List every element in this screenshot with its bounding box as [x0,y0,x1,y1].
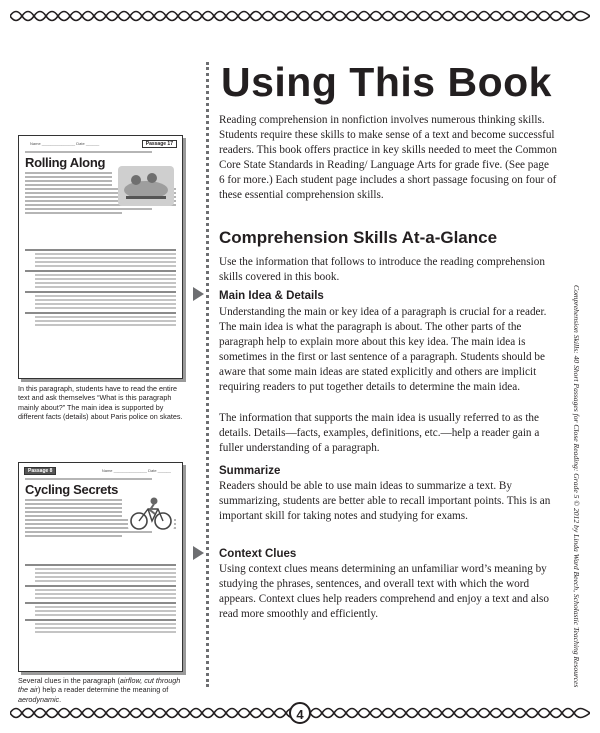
top-decorative-border [10,10,590,22]
copyright-side-credit: Comprehension Skills: 40 Short Passages for Close Reading: Grade 5 © 2012 by Linda Ward Beech, Scholastic Teaching Resources [572,285,581,688]
summarize-paragraph: Readers should be able to use main ideas to summarize a text. By summarizing, students are better able to recall important points. This is an important skill for taking notes and studying for exams. [219,480,551,522]
context-clues-paragraph: Using context clues means determining an unfamiliar word’s meaning by studying the phrases, sentences, and overall text with which the word appears. Context clues help readers comprehend and enjoy a text and also read more smoothly and efficiently. [219,563,549,620]
passage-label: Passage 8 [24,467,56,475]
sample-page-thumbnail-rolling-along: Name _______________ Date ______ Passage 17 Rolling Along [18,135,183,379]
intro-paragraph: Reading comprehension in nonfiction involves numerous thinking skills. Students require these skills to make sense of a text and become successful readers. This book offers practice in key skills needed to meet the Common Core State Standards in Reading/ Language Arts for grade five. (See page 6 for more.) Each student page includes a short passage focusing on four of these essential comprehension skills. [219,114,557,201]
skating-police-illustration-icon [118,166,174,206]
caption-arrow-icon [193,287,204,301]
thumbnail-caption-main-idea: In this paragraph, students have to read the entire text and ask themselves “What is this paragraph mainly about?” The main idea is supported by different facts (details) about Paris police on skates. [18,384,183,422]
cyclist-illustration-icon [128,495,174,531]
thumbnail-title: Cycling Secrets [25,482,119,497]
thumbnail-title: Rolling Along [25,155,106,170]
main-idea-paragraph: Understanding the main or key idea of a paragraph is crucial for a reader. The main idea is what the paragraph is about. The other parts of the paragraph help to explain more about this key idea. The main idea is sometimes in the first or last sentence of a paragraph. Students should be aware that some main ideas are stated explicitly and others are implicit requiring readers to put together details to determine the main idea. [219,306,547,393]
subheading-main-idea: Main Idea & Details [219,290,324,302]
subheading-summarize: Summarize [219,465,281,477]
details-paragraph: The information that supports the main idea is usually referred to as the details. Details—facts, examples, definitions, etc.—help a reader gain a fuller understanding of a paragraph. [219,412,540,454]
thumbnail-caption-context-clues: Several clues in the paragraph (airflow, cut through the air) help a reader determine the meaning of aerodynamic. [18,676,181,704]
caption-arrow-icon [193,546,204,560]
page-title: Using This Book [221,59,552,105]
glance-intro-paragraph: Use the information that follows to introduce the reading comprehension skills covered in this book. [219,256,545,283]
subheading-context-clues: Context Clues [219,548,297,560]
passage-label: Passage 17 [142,140,177,148]
dotted-divider [206,62,209,687]
page-number: 4 [289,702,311,724]
section-heading-at-a-glance: Comprehension Skills At-a-Glance [219,228,498,247]
sample-page-thumbnail-cycling-secrets: Passage 8 Name _______________ Date ______ Cycling Secrets [18,462,183,672]
